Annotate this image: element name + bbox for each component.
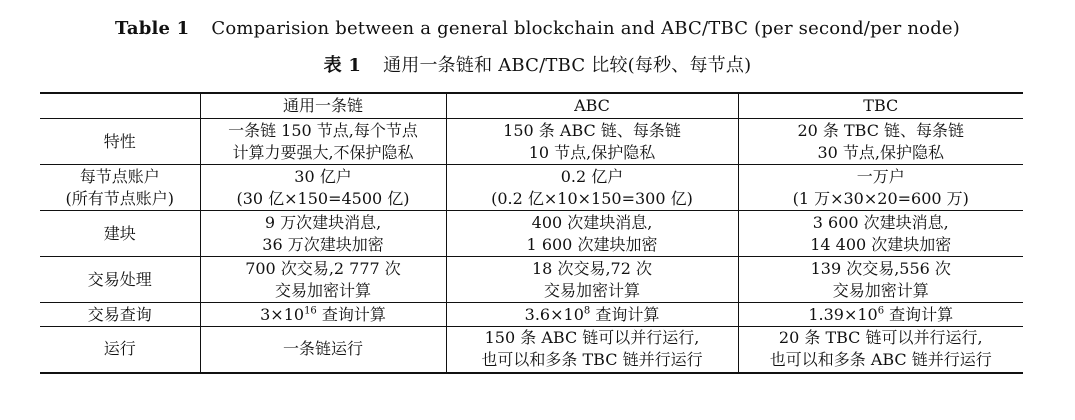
value-suffix: 查询计算 (884, 304, 954, 324)
row-header-line: 运行 (103, 339, 136, 359)
table-row (40, 165, 1023, 211)
cell-line: 20 条 TBC 链、每条链 (797, 120, 965, 140)
cell-line: 30 节点,保护隐私 (817, 142, 945, 162)
row-header (40, 211, 200, 257)
row-header (40, 303, 200, 327)
table-row (40, 211, 1023, 257)
cell-line: 也可以和多条 ABC 链并行运行 (769, 350, 992, 370)
caption-title-chinese: 通用一条链和 ABC/TBC 比较(每秒、每节点) (383, 55, 752, 76)
table-row (40, 119, 1023, 165)
cell-line: (1 万×30×20=600 万) (792, 188, 969, 208)
row-header (40, 119, 200, 165)
cell-line: 700 次交易,2 777 次 (245, 258, 401, 278)
cell-line: 交易加密计算 (832, 280, 929, 300)
cell-line: 3 600 次建块消息, (812, 212, 949, 232)
row-header (40, 257, 200, 303)
cell-tbc (738, 257, 1023, 303)
cell-line: 30 亿户 (294, 166, 352, 186)
row-header-line: 特性 (103, 131, 136, 151)
header-abc: ABC (446, 93, 738, 119)
cell-line: 一条链 150 节点,每个节点 (228, 120, 418, 140)
value-exponent: 6 (877, 305, 885, 317)
comparison-table (40, 92, 1023, 374)
cell-line (205, 304, 442, 326)
cell-line: 一条链运行 (282, 339, 363, 359)
cell-tbc (738, 327, 1023, 373)
cell-line (743, 304, 1020, 326)
value-suffix: 查询计算 (316, 304, 386, 324)
cell-line: 150 条 ABC 链、每条链 (503, 120, 681, 140)
cell-line: 10 节点,保护隐私 (528, 142, 656, 162)
value-suffix: 查询计算 (590, 304, 660, 324)
cell-tbc (738, 211, 1023, 257)
cell-line: 36 万次建块加密 (262, 234, 384, 254)
cell-abc (446, 119, 738, 165)
cell-line: 18 次交易,72 次 (532, 258, 652, 278)
cell-general-chain (200, 165, 446, 211)
cell-line: (0.2 亿×10×150=300 亿) (491, 188, 693, 208)
value-base: 3×10 (260, 304, 305, 324)
row-header-line: (所有节点账户) (65, 188, 174, 208)
caption-english (0, 18, 1075, 39)
cell-general-chain (200, 257, 446, 303)
row-header-line: 交易查询 (87, 304, 152, 324)
cell-tbc (738, 165, 1023, 211)
cell-line: 20 条 TBC 链可以并行运行, (778, 328, 983, 348)
row-header-line: 建块 (103, 223, 136, 243)
table-body (40, 119, 1023, 373)
cell-line: 交易加密计算 (274, 280, 371, 300)
cell-line: 14 400 次建块加密 (810, 234, 952, 254)
comparison-table-container (40, 92, 1023, 374)
cell-line: (30 亿×150=4500 亿) (236, 188, 410, 208)
cell-general-chain (200, 303, 446, 327)
cell-line: 150 条 ABC 链可以并行运行, (484, 328, 700, 348)
cell-abc (446, 165, 738, 211)
value-exponent: 16 (304, 305, 317, 317)
cell-abc (446, 211, 738, 257)
row-header-line: 交易处理 (87, 269, 152, 289)
value-base: 1.39×10 (808, 304, 878, 324)
cell-abc (446, 303, 738, 327)
cell-line: 也可以和多条 TBC 链并行运行 (481, 350, 703, 370)
cell-line: 计算力要强大,不保护隐私 (232, 142, 414, 162)
cell-line: 9 万次建块消息, (264, 212, 382, 232)
value-base: 3.6×10 (524, 304, 584, 324)
header-tbc: TBC (738, 93, 1023, 119)
cell-general-chain (200, 327, 446, 373)
value-exponent: 8 (583, 305, 591, 317)
row-header (40, 327, 200, 373)
table-header-row (40, 93, 1023, 119)
caption-title-english: Comparision between a general blockchain and ABC/TBC (per second/per node) (211, 18, 960, 39)
cell-abc (446, 327, 738, 373)
row-header-line: 每节点账户 (79, 166, 160, 186)
table-number-chinese: 表 1 (323, 55, 362, 76)
cell-general-chain (200, 119, 446, 165)
table-row (40, 257, 1023, 303)
cell-line: 0.2 亿户 (560, 166, 624, 186)
cell-line: 一万户 (856, 166, 905, 186)
cell-line (451, 304, 734, 326)
table-number-english: Table 1 (114, 18, 190, 39)
cell-line: 1 600 次建块加密 (526, 234, 658, 254)
row-header (40, 165, 200, 211)
cell-abc (446, 257, 738, 303)
cell-general-chain (200, 211, 446, 257)
cell-line: 139 次交易,556 次 (810, 258, 951, 278)
cell-tbc (738, 119, 1023, 165)
table-row (40, 327, 1023, 373)
caption-chinese (0, 51, 1075, 77)
header-general-chain: 通用一条链 (200, 93, 446, 119)
table-row (40, 303, 1023, 327)
cell-line: 交易加密计算 (543, 280, 640, 300)
header-empty (40, 93, 200, 119)
cell-line: 400 次建块消息, (531, 212, 653, 232)
cell-tbc (738, 303, 1023, 327)
